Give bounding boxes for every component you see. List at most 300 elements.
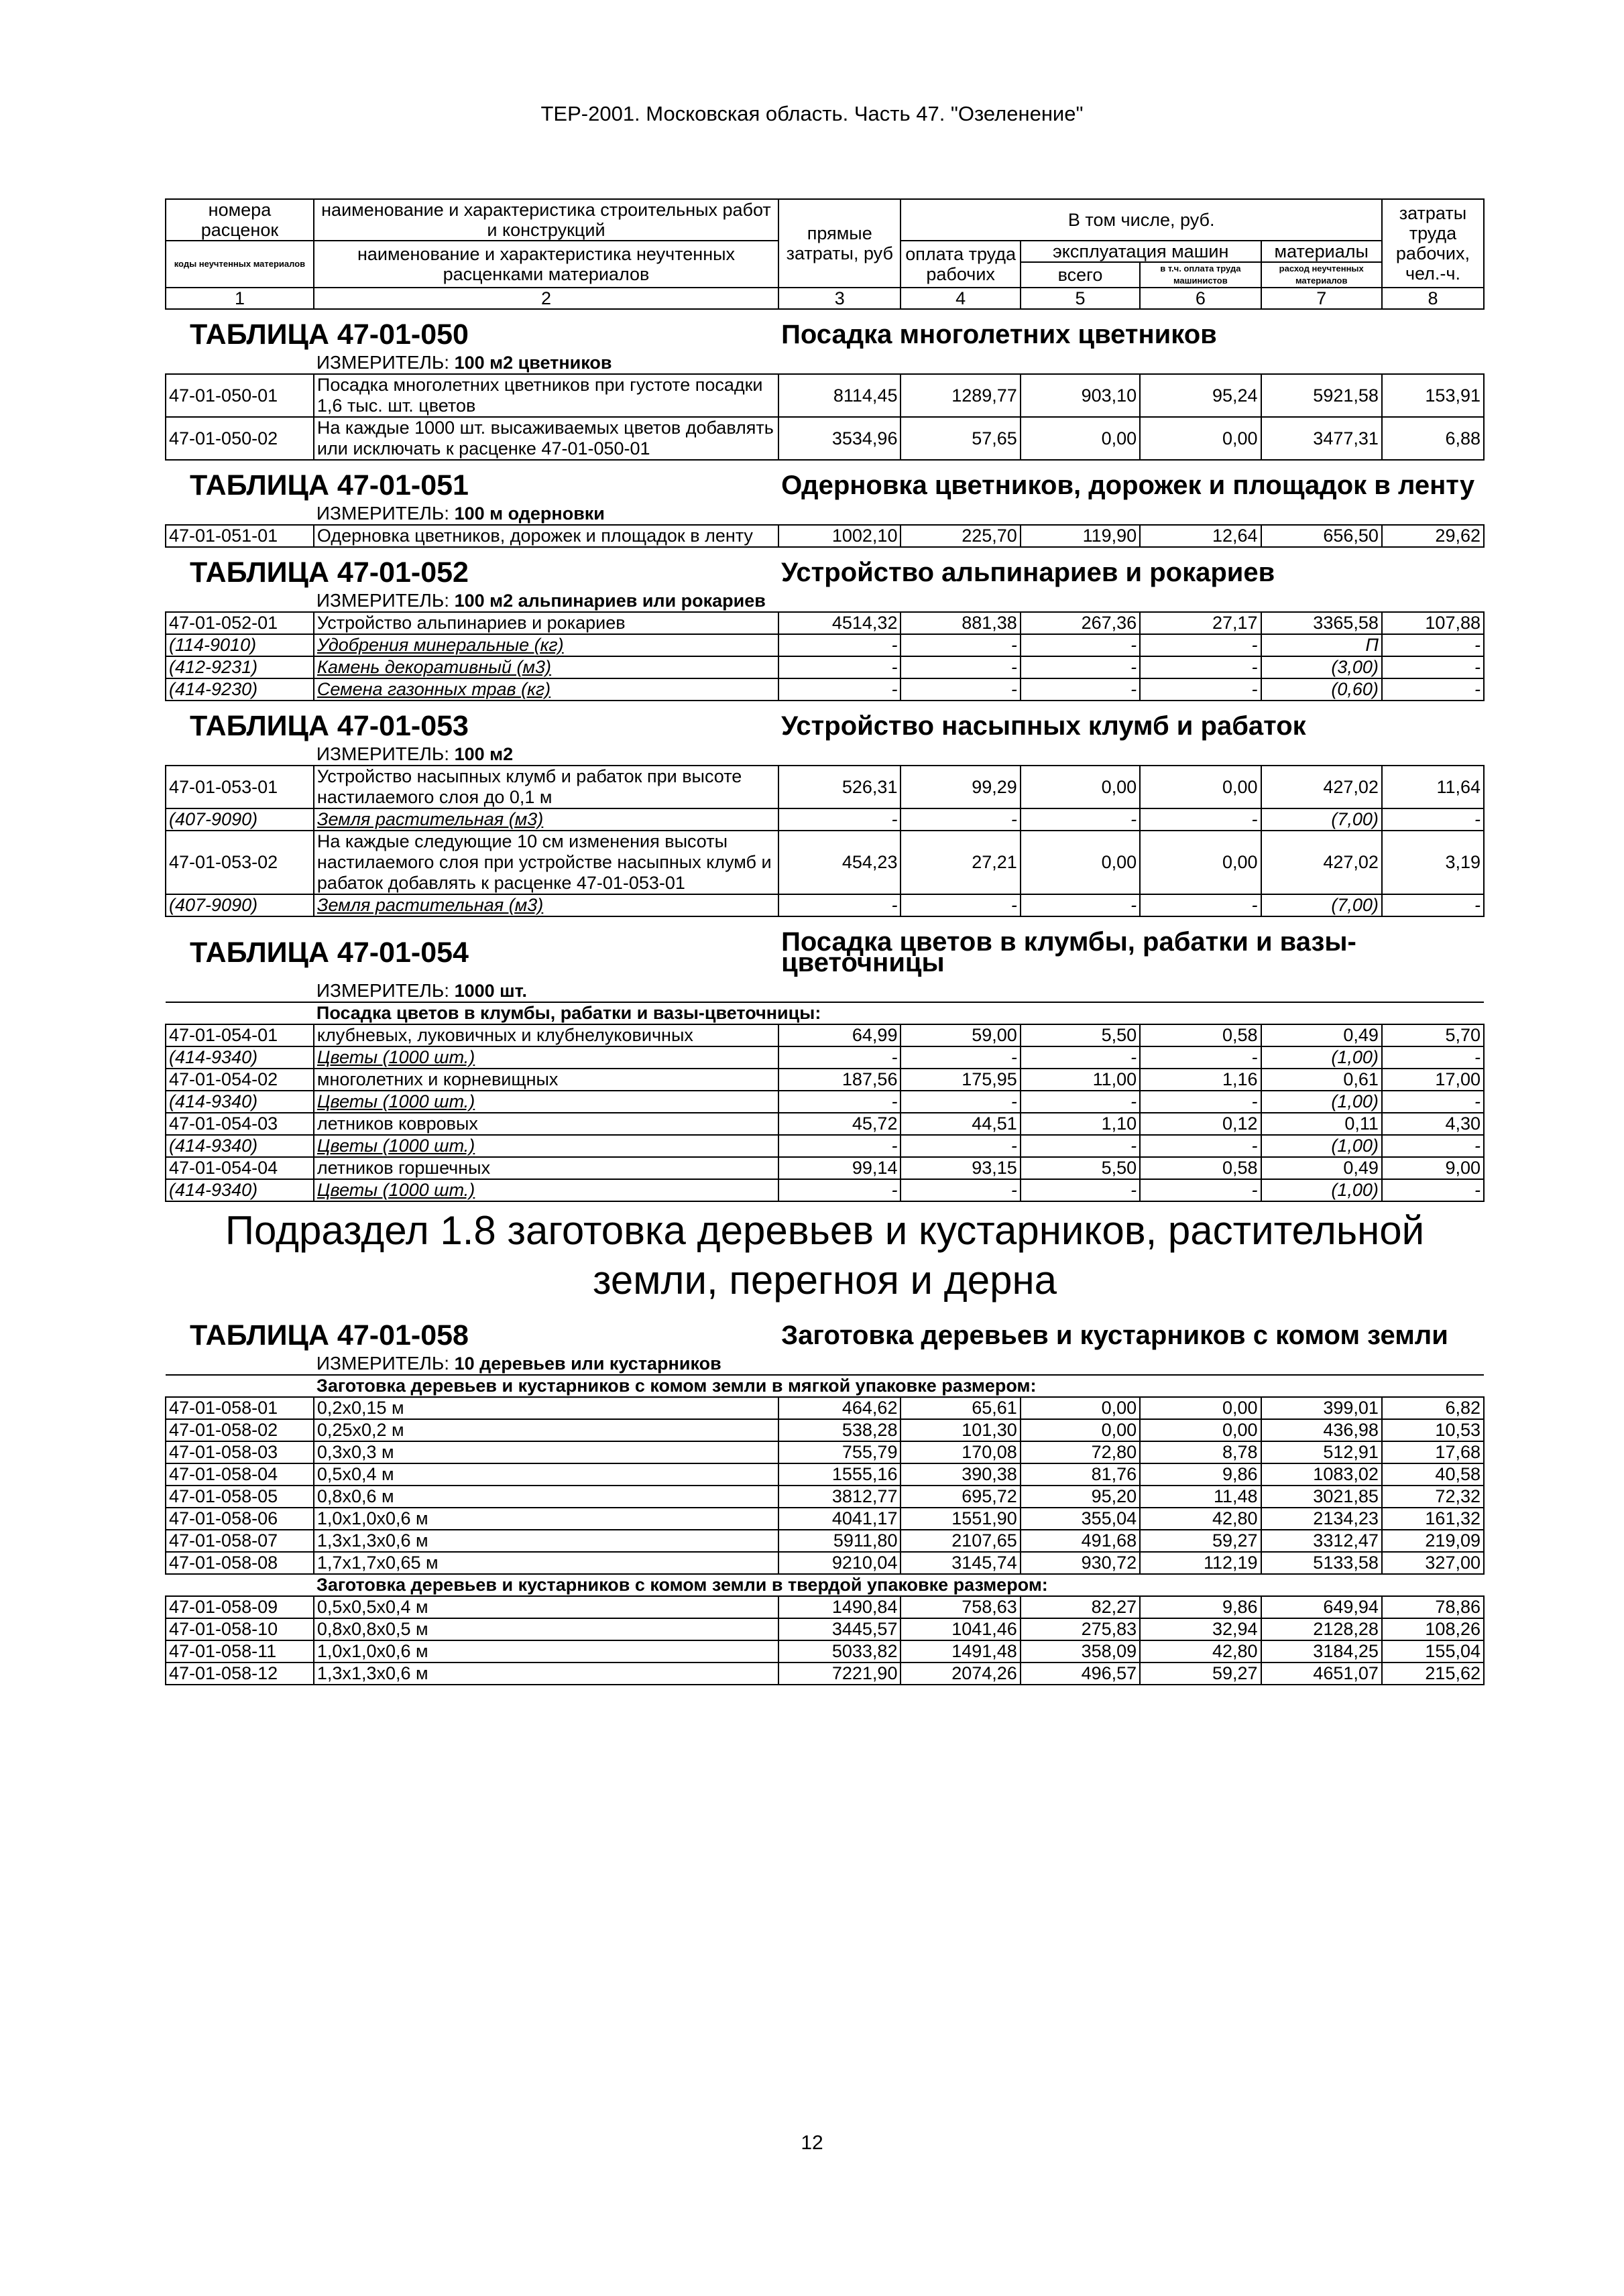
operator-wages-value: 11,48 — [1140, 1486, 1261, 1508]
table-number: ТАБЛИЦА 47-01-051 — [190, 469, 469, 501]
wages-value: 170,08 — [901, 1441, 1020, 1463]
direct-costs-value: - — [778, 1091, 901, 1113]
table-body — [166, 309, 1484, 1685]
col-labor-hours-header: затраты труда рабочих, чел.-ч. — [1382, 199, 1484, 288]
material-code: (414-9340) — [166, 1091, 314, 1113]
materials-value: 399,01 — [1261, 1397, 1382, 1419]
rate-code: 47-01-058-05 — [166, 1486, 314, 1508]
work-description: 0,5х0,5х0,4 м — [314, 1596, 778, 1618]
col-material-codes-header: коды неучтенных материалов — [166, 241, 314, 288]
document-title: ТЕР-2001. Московская область. Часть 47. "Озеленение" — [540, 102, 1084, 125]
direct-costs-value: - — [778, 1135, 901, 1157]
measure-spacer — [166, 587, 314, 612]
measure-cell — [314, 500, 1484, 525]
wages-value: 2074,26 — [901, 1663, 1020, 1685]
work-description: многолетних и корневищных — [314, 1069, 778, 1091]
work-description: На каждые 1000 шт. высаживаемых цветов добавлять или исключать к расценке 47-01-050-01 — [314, 417, 778, 460]
operator-wages-value: 0,58 — [1140, 1024, 1261, 1046]
operator-wages-value: 0,00 — [1140, 1419, 1261, 1441]
machinery-total-value: - — [1021, 808, 1140, 831]
operator-wages-value: 12,64 — [1140, 525, 1261, 547]
direct-costs-value: 3445,57 — [778, 1618, 901, 1640]
table-name: Посадка цветов в клумбы, рабатки и вазы-цветочницы — [781, 927, 1356, 977]
measure-value: 100 м2 альпинариев или рокариев — [454, 591, 766, 611]
operator-wages-value: 0,12 — [1140, 1113, 1261, 1135]
measure-label: ИЗМЕРИТЕЛЬ: — [316, 980, 450, 1001]
wages-value: 65,61 — [901, 1397, 1020, 1419]
measure-value: 1000 шт. — [454, 981, 527, 1001]
column-number: 7 — [1261, 288, 1382, 309]
column-number: 6 — [1140, 288, 1261, 309]
labor-hours-value: - — [1382, 1179, 1484, 1201]
machinery-total-value: 0,00 — [1021, 831, 1140, 894]
machinery-total-value: 95,20 — [1021, 1486, 1140, 1508]
materials-value: 649,94 — [1261, 1596, 1382, 1618]
table-row — [166, 612, 1484, 634]
labor-hours-value: - — [1382, 894, 1484, 916]
labor-hours-value: 108,26 — [1382, 1618, 1484, 1640]
table-number: ТАБЛИЦА 47-01-058 — [190, 1319, 469, 1351]
direct-costs-value: 454,23 — [778, 831, 901, 894]
labor-hours-value: 4,30 — [1382, 1113, 1484, 1135]
operator-wages-value: - — [1140, 656, 1261, 678]
labor-hours-value: 40,58 — [1382, 1463, 1484, 1486]
table-row — [166, 374, 1484, 417]
table-row — [166, 1463, 1484, 1486]
materials-value: П — [1261, 634, 1382, 656]
materials-value: (0,60) — [1261, 678, 1382, 701]
direct-costs-value: 4514,32 — [778, 612, 901, 634]
subsection-heading-row — [166, 1201, 1484, 1311]
direct-costs-value: 45,72 — [778, 1113, 901, 1135]
material-row — [166, 894, 1484, 916]
operator-wages-value: - — [1140, 1179, 1261, 1201]
table-row — [166, 1441, 1484, 1463]
subheader-spacer — [166, 1002, 314, 1024]
subheader-spacer — [166, 1375, 314, 1397]
work-description: 0,8х0,6 м — [314, 1486, 778, 1508]
work-description: 1,3х1,3х0,6 м — [314, 1663, 778, 1685]
material-code: (414-9340) — [166, 1046, 314, 1069]
measure-label: ИЗМЕРИТЕЛЬ: — [316, 503, 450, 524]
machinery-total-value: 267,36 — [1021, 612, 1140, 634]
machinery-total-value: 1,10 — [1021, 1113, 1140, 1135]
machinery-total-value: - — [1021, 634, 1140, 656]
wages-value: - — [901, 1046, 1020, 1069]
labor-hours-value: 78,86 — [1382, 1596, 1484, 1618]
direct-costs-value: - — [778, 678, 901, 701]
materials-value: 4651,07 — [1261, 1663, 1382, 1685]
materials-value: (1,00) — [1261, 1135, 1382, 1157]
operator-wages-value: 59,27 — [1140, 1530, 1261, 1552]
machinery-total-value: 355,04 — [1021, 1508, 1140, 1530]
labor-hours-value: 3,19 — [1382, 831, 1484, 894]
column-number: 1 — [166, 288, 314, 309]
labor-hours-value: 6,88 — [1382, 417, 1484, 460]
table-row — [166, 1069, 1484, 1091]
direct-costs-value: 1002,10 — [778, 525, 901, 547]
table-row — [166, 1640, 1484, 1663]
work-description: 0,5х0,4 м — [314, 1463, 778, 1486]
wages-value: 27,21 — [901, 831, 1020, 894]
work-description: Одерновка цветников, дорожек и площадок в ленту — [314, 525, 778, 547]
direct-costs-value: 5911,80 — [778, 1530, 901, 1552]
machinery-total-value: 930,72 — [1021, 1552, 1140, 1574]
labor-hours-value: - — [1382, 1135, 1484, 1157]
operator-wages-value: 9,86 — [1140, 1463, 1261, 1486]
measure-cell — [314, 977, 1484, 1002]
labor-hours-value: - — [1382, 1046, 1484, 1069]
labor-hours-value: - — [1382, 1091, 1484, 1113]
measure-row — [166, 1350, 1484, 1375]
table-row — [166, 1530, 1484, 1552]
machinery-total-value: 0,00 — [1021, 417, 1140, 460]
machinery-total-value: 496,57 — [1021, 1663, 1140, 1685]
materials-value: (1,00) — [1261, 1046, 1382, 1069]
labor-hours-value: 29,62 — [1382, 525, 1484, 547]
col-materials-header: материалы — [1261, 241, 1382, 262]
table-row — [166, 1397, 1484, 1419]
machinery-total-value: 81,76 — [1021, 1463, 1140, 1486]
operator-wages-value: 32,94 — [1140, 1618, 1261, 1640]
wages-value: 225,70 — [901, 525, 1020, 547]
machinery-total-value: 5,50 — [1021, 1157, 1140, 1179]
wages-value: - — [901, 634, 1020, 656]
operator-wages-value: - — [1140, 1091, 1261, 1113]
col-material-names-header: наименование и характеристика неучтенных расценками материалов — [314, 241, 778, 288]
material-code: (114-9010) — [166, 634, 314, 656]
group-subheader-row — [166, 1002, 1484, 1024]
operator-wages-value: 0,00 — [1140, 766, 1261, 808]
col-wages-header: оплата труда рабочих — [901, 241, 1020, 288]
wages-value: 175,95 — [901, 1069, 1020, 1091]
table-row — [166, 1596, 1484, 1618]
group-subheader: Посадка цветов в клумбы, рабатки и вазы-цветочницы: — [314, 1002, 1484, 1024]
measure-row — [166, 741, 1484, 766]
labor-hours-value: 11,64 — [1382, 766, 1484, 808]
material-row — [166, 808, 1484, 831]
column-number: 3 — [778, 288, 901, 309]
materials-value: 0,61 — [1261, 1069, 1382, 1091]
direct-costs-value: - — [778, 894, 901, 916]
rate-code: 47-01-053-02 — [166, 831, 314, 894]
measure-cell — [314, 741, 1484, 766]
machinery-total-value: - — [1021, 678, 1140, 701]
work-description: Устройство насыпных клумб и рабаток при высоте настилаемого слоя до 0,1 м — [314, 766, 778, 808]
material-name: Земля растительная (м3) — [314, 894, 778, 916]
direct-costs-value: 3812,77 — [778, 1486, 901, 1508]
table-row — [166, 1113, 1484, 1135]
direct-costs-value: - — [778, 634, 901, 656]
measure-value: 100 м2 цветников — [454, 353, 612, 373]
wages-value: 1289,77 — [901, 374, 1020, 417]
table-row — [166, 1024, 1484, 1046]
table-row — [166, 831, 1484, 894]
materials-value: 5921,58 — [1261, 374, 1382, 417]
labor-hours-value: - — [1382, 634, 1484, 656]
col-direct-costs-header: прямые затраты, руб — [778, 199, 901, 288]
machinery-total-value: 72,80 — [1021, 1441, 1140, 1463]
materials-value: (1,00) — [1261, 1179, 1382, 1201]
table-row — [166, 766, 1484, 808]
measure-label: ИЗМЕРИТЕЛЬ: — [316, 590, 450, 611]
materials-value: 656,50 — [1261, 525, 1382, 547]
material-code: (414-9230) — [166, 678, 314, 701]
measure-spacer — [166, 741, 314, 766]
material-row — [166, 1179, 1484, 1201]
operator-wages-value: 42,80 — [1140, 1640, 1261, 1663]
materials-value: 3184,25 — [1261, 1640, 1382, 1663]
operator-wages-value: 95,24 — [1140, 374, 1261, 417]
direct-costs-value: 4041,17 — [778, 1508, 901, 1530]
table-row — [166, 417, 1484, 460]
group-subheader: Заготовка деревьев и кустарников с комом земли в твердой упаковке размером: — [314, 1574, 1484, 1596]
machinery-total-value: 0,00 — [1021, 766, 1140, 808]
table-heading-row — [166, 701, 1484, 741]
machinery-total-value: 5,50 — [1021, 1024, 1140, 1046]
labor-hours-value: 17,68 — [1382, 1441, 1484, 1463]
operator-wages-value: - — [1140, 808, 1261, 831]
measure-label: ИЗМЕРИТЕЛЬ: — [316, 1353, 450, 1374]
work-description: летников горшечных — [314, 1157, 778, 1179]
rate-code: 47-01-058-06 — [166, 1508, 314, 1530]
materials-value: 0,11 — [1261, 1113, 1382, 1135]
wages-value: - — [901, 678, 1020, 701]
wages-value: - — [901, 1179, 1020, 1201]
wages-value: 93,15 — [901, 1157, 1020, 1179]
rate-code: 47-01-058-09 — [166, 1596, 314, 1618]
work-description: 1,3х1,3х0,6 м — [314, 1530, 778, 1552]
material-code: (407-9090) — [166, 894, 314, 916]
material-code: (414-9340) — [166, 1179, 314, 1201]
material-row — [166, 1046, 1484, 1069]
operator-wages-value: 0,00 — [1140, 1397, 1261, 1419]
labor-hours-value: 5,70 — [1382, 1024, 1484, 1046]
operator-wages-value: 112,19 — [1140, 1552, 1261, 1574]
material-name: Цветы (1000 шт.) — [314, 1179, 778, 1201]
wages-value: 758,63 — [901, 1596, 1020, 1618]
rate-code: 47-01-054-01 — [166, 1024, 314, 1046]
materials-value: 2128,28 — [1261, 1618, 1382, 1640]
labor-hours-value: 9,00 — [1382, 1157, 1484, 1179]
operator-wages-value: 59,27 — [1140, 1663, 1261, 1685]
machinery-total-value: - — [1021, 656, 1140, 678]
direct-costs-value: 99,14 — [778, 1157, 901, 1179]
column-number: 5 — [1021, 288, 1140, 309]
direct-costs-value: - — [778, 1046, 901, 1069]
rate-code: 47-01-053-01 — [166, 766, 314, 808]
wages-value: 59,00 — [901, 1024, 1020, 1046]
col-machinery-total-header: всего — [1021, 262, 1140, 288]
direct-costs-value: 187,56 — [778, 1069, 901, 1091]
direct-costs-value: 464,62 — [778, 1397, 901, 1419]
page-number: 12 — [801, 2132, 823, 2154]
measure-cell — [314, 587, 1484, 612]
rate-code: 47-01-058-07 — [166, 1530, 314, 1552]
measure-value: 100 м2 — [454, 744, 514, 764]
materials-value: 2134,23 — [1261, 1508, 1382, 1530]
measure-spacer — [166, 1350, 314, 1375]
column-header — [166, 199, 1484, 309]
measure-cell — [314, 1350, 1484, 1375]
work-description: летников ковровых — [314, 1113, 778, 1135]
direct-costs-value: 538,28 — [778, 1419, 901, 1441]
wages-value: - — [901, 894, 1020, 916]
labor-hours-value: 219,09 — [1382, 1530, 1484, 1552]
column-number: 2 — [314, 288, 778, 309]
materials-value: (3,00) — [1261, 656, 1382, 678]
table-row — [166, 1508, 1484, 1530]
operator-wages-value: 8,78 — [1140, 1441, 1261, 1463]
materials-value: 436,98 — [1261, 1419, 1382, 1441]
material-row — [166, 634, 1484, 656]
work-description: 0,2х0,15 м — [314, 1397, 778, 1419]
material-name: Земля растительная (м3) — [314, 808, 778, 831]
wages-value: 1551,90 — [901, 1508, 1020, 1530]
material-name: Камень декоративный (м3) — [314, 656, 778, 678]
materials-value: 0,49 — [1261, 1157, 1382, 1179]
wages-value: - — [901, 808, 1020, 831]
rate-code: 47-01-058-01 — [166, 1397, 314, 1419]
direct-costs-value: 7221,90 — [778, 1663, 901, 1685]
direct-costs-value: 755,79 — [778, 1441, 901, 1463]
direct-costs-value: 5033,82 — [778, 1640, 901, 1663]
materials-value: 512,91 — [1261, 1441, 1382, 1463]
col-operator-wages-header: в т.ч. оплата труда машинистов — [1140, 262, 1261, 288]
measure-value: 100 м одерновки — [454, 503, 605, 524]
measure-spacer — [166, 349, 314, 374]
table-number: ТАБЛИЦА 47-01-050 — [190, 318, 469, 351]
machinery-total-value: - — [1021, 894, 1140, 916]
material-name: Цветы (1000 шт.) — [314, 1091, 778, 1113]
col-name-header: наименование и характеристика строительных работ и конструкций — [314, 199, 778, 241]
col-machinery-header: эксплуатация машин — [1021, 241, 1261, 262]
subheader-spacer — [166, 1574, 314, 1596]
operator-wages-value: - — [1140, 894, 1261, 916]
material-code: (412-9231) — [166, 656, 314, 678]
table-heading-row — [166, 547, 1484, 587]
materials-value: 427,02 — [1261, 831, 1382, 894]
work-description: Посадка многолетних цветников при густоте посадки 1,6 тыс. шт. цветов — [314, 374, 778, 417]
column-number: 8 — [1382, 288, 1484, 309]
table-row — [166, 1552, 1484, 1574]
machinery-total-value: 358,09 — [1021, 1640, 1140, 1663]
wages-value: - — [901, 656, 1020, 678]
rate-code: 47-01-054-03 — [166, 1113, 314, 1135]
machinery-total-value: - — [1021, 1135, 1140, 1157]
work-description: На каждые следующие 10 см изменения высоты настилаемого слоя при устройстве насыпных клумб и рабаток добавлять к расценке 47-01-053-01 — [314, 831, 778, 894]
table-heading-row — [166, 1311, 1484, 1350]
group-subheader-row — [166, 1375, 1484, 1397]
rate-code: 47-01-050-01 — [166, 374, 314, 417]
material-name: Цветы (1000 шт.) — [314, 1135, 778, 1157]
machinery-total-value: 119,90 — [1021, 525, 1140, 547]
direct-costs-value: 3534,96 — [778, 417, 901, 460]
wages-value: 3145,74 — [901, 1552, 1020, 1574]
rate-code: 47-01-058-11 — [166, 1640, 314, 1663]
labor-hours-value: 161,32 — [1382, 1508, 1484, 1530]
column-number: 4 — [901, 288, 1020, 309]
rate-code: 47-01-054-02 — [166, 1069, 314, 1091]
labor-hours-value: - — [1382, 656, 1484, 678]
material-name: Удобрения минеральные (кг) — [314, 634, 778, 656]
operator-wages-value: 0,00 — [1140, 417, 1261, 460]
rate-code: 47-01-051-01 — [166, 525, 314, 547]
work-description: 1,7х1,7х0,65 м — [314, 1552, 778, 1574]
wages-value: 1041,46 — [901, 1618, 1020, 1640]
table-row — [166, 1157, 1484, 1179]
table-heading-row — [166, 460, 1484, 500]
table-name: Одерновка цветников, дорожек и площадок в ленту — [781, 471, 1475, 500]
work-description: клубневых, луковичных и клубнелуковичных — [314, 1024, 778, 1046]
operator-wages-value: 0,00 — [1140, 831, 1261, 894]
labor-hours-value: 107,88 — [1382, 612, 1484, 634]
rate-code: 47-01-058-12 — [166, 1663, 314, 1685]
direct-costs-value: 526,31 — [778, 766, 901, 808]
table-row — [166, 1419, 1484, 1441]
column-number-row — [166, 288, 1484, 309]
col-including-header: В том числе, руб. — [901, 199, 1381, 241]
rate-code: 47-01-058-10 — [166, 1618, 314, 1640]
table-number: ТАБЛИЦА 47-01-053 — [190, 710, 469, 742]
materials-value: (7,00) — [1261, 808, 1382, 831]
measure-spacer — [166, 500, 314, 525]
operator-wages-value: - — [1140, 1046, 1261, 1069]
material-code: (414-9340) — [166, 1135, 314, 1157]
measure-row — [166, 349, 1484, 374]
table-heading-row — [166, 309, 1484, 349]
rate-code: 47-01-058-02 — [166, 1419, 314, 1441]
operator-wages-value: 42,80 — [1140, 1508, 1261, 1530]
direct-costs-value: 1490,84 — [778, 1596, 901, 1618]
direct-costs-value: - — [778, 656, 901, 678]
materials-value: 3365,58 — [1261, 612, 1382, 634]
work-description: 1,0х1,0х0,6 м — [314, 1640, 778, 1663]
machinery-total-value: 82,27 — [1021, 1596, 1140, 1618]
work-description: 0,25х0,2 м — [314, 1419, 778, 1441]
wages-value: 57,65 — [901, 417, 1020, 460]
machinery-total-value: 0,00 — [1021, 1419, 1140, 1441]
table-name: Устройство альпинариев и рокариев — [781, 558, 1275, 587]
work-description: 0,3х0,3 м — [314, 1441, 778, 1463]
wages-value: 695,72 — [901, 1486, 1020, 1508]
direct-costs-value: - — [778, 1179, 901, 1201]
machinery-total-value: 0,00 — [1021, 1397, 1140, 1419]
table-number: ТАБЛИЦА 47-01-052 — [190, 556, 469, 589]
work-description: 0,8х0,8х0,5 м — [314, 1618, 778, 1640]
materials-value: 1083,02 — [1261, 1463, 1382, 1486]
operator-wages-value: - — [1140, 1135, 1261, 1157]
material-name: Семена газонных трав (кг) — [314, 678, 778, 701]
wages-value: 881,38 — [901, 612, 1020, 634]
rate-code: 47-01-058-08 — [166, 1552, 314, 1574]
wages-value: 99,29 — [901, 766, 1020, 808]
operator-wages-value: 0,58 — [1140, 1157, 1261, 1179]
labor-hours-value: - — [1382, 808, 1484, 831]
machinery-total-value: - — [1021, 1091, 1140, 1113]
operator-wages-value: - — [1140, 634, 1261, 656]
materials-value: 3021,85 — [1261, 1486, 1382, 1508]
table-row — [166, 525, 1484, 547]
materials-value: 427,02 — [1261, 766, 1382, 808]
rate-code: 47-01-050-02 — [166, 417, 314, 460]
measure-row — [166, 587, 1484, 612]
materials-value: 3477,31 — [1261, 417, 1382, 460]
work-description: 1,0х1,0х0,6 м — [314, 1508, 778, 1530]
operator-wages-value: 1,16 — [1140, 1069, 1261, 1091]
material-row — [166, 656, 1484, 678]
operator-wages-value: 27,17 — [1140, 612, 1261, 634]
